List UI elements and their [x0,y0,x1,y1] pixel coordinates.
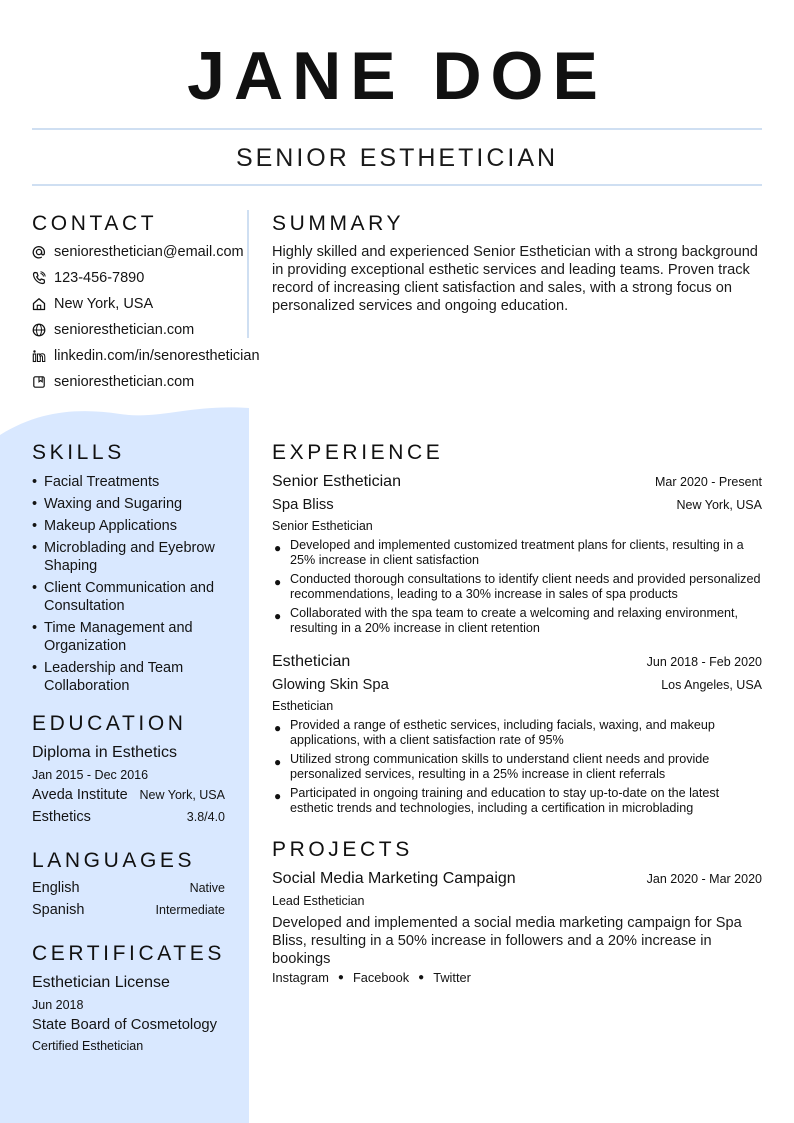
project-role: Lead Esthetician [272,894,365,908]
job-location: New York, USA [676,498,762,512]
contact-email-text: senioresthetician@email.com [54,244,244,260]
contact-portfolio-text: senioresthetician.com [54,374,195,390]
job-bullet: ● Conducted thorough consultations to identify client needs and provided personalized recommendations, leading to a 30% increase in sales of spa products [274,572,761,601]
projects-heading: PROJECTS [272,838,413,861]
bookmark-icon [32,375,46,389]
project-tags [272,970,471,985]
summary-text: Highly skilled and experienced Senior Esthetician with a strong background in providing exceptional esthetic services and leading teams. Proven track record of increasing client satisfaction and sales, with a strong focus on personalized services and ongoing education. [272,244,758,314]
contact-website-text: senioresthetician.com [54,322,195,338]
experience-heading: EXPERIENCE [272,441,444,464]
skill-item: • Time Management and Organization [32,620,193,654]
header-rule-bottom [32,184,762,186]
home-icon [32,297,46,311]
job-bullet: ● Provided a range of esthetic services, including facials, waxing, and makeup applications, with a client satisfaction rate of 95% [274,718,715,747]
language-name: Spanish [32,902,85,918]
certificate-date: Jun 2018 [32,998,84,1012]
column-divider [247,210,249,338]
job-bullet: ● Developed and implemented customized treatment plans for clients, resulting in a 25% increase in client satisfaction [274,538,744,567]
education-school-row [32,787,225,803]
contact-linkedin-text: linkedin.com/in/senoresthetician [54,348,260,364]
language-level: Intermediate [155,903,225,917]
job-company-row [272,497,762,513]
tag-separator: ● [337,972,344,983]
sidebar-wave [0,407,249,1123]
job-title: Esthetician [272,653,351,670]
job-bullet: ● Collaborated with the spa team to create a welcoming and relaxing environment, resulting in a 20% increase in client retention [274,606,739,635]
education-field-row [32,809,225,825]
project-title: Social Media Marketing Campaign [272,870,516,887]
skill-item: • Leadership and Team Collaboration [32,660,184,694]
globe-icon [32,323,46,337]
project-description: Developed and implemented a social media marketing campaign for Spa Bliss, resulting in a 50% increase in followers and a 20% increase in bookings [272,915,742,967]
skills-heading: SKILLS [32,441,125,464]
linkedin-icon [32,349,46,363]
skill-item: • Makeup Applications [32,518,177,534]
contact-heading: CONTACT [32,212,158,235]
certificate-issuer: State Board of Cosmetology [32,1017,218,1033]
job-bullet: ● Participated in ongoing training and education to stay up-to-date on the latest esthetic trends and technologies, including a certification in microblading [274,786,720,815]
skill-item: • Facial Treatments [32,474,160,490]
contact-portfolio[interactable] [32,372,194,392]
contact-location-text: New York, USA [54,296,154,312]
education-degree: Diploma in Esthetics [32,744,177,761]
education-field: Esthetics [32,809,91,825]
certificates-heading: CERTIFICATES [32,942,225,965]
job-company: Glowing Skin Spa [272,677,389,693]
header-rule-top [32,128,762,130]
contact-phone[interactable] [32,268,144,288]
education-gpa: 3.8/4.0 [186,810,225,824]
job-title-row [272,653,762,671]
contact-website[interactable] [32,320,194,340]
job-title: SENIOR ESTHETICIAN [235,144,559,172]
job-company: Spa Bliss [272,497,334,513]
contact-phone-text: 123-456-7890 [54,270,145,286]
job-title-row [272,473,762,491]
skill-item: • Microblading and Eyebrow Shaping [32,540,215,574]
skill-item: • Client Communication and Consultation [32,580,215,614]
project-tag: Twitter [433,970,471,985]
project-dates: Jan 2020 - Mar 2020 [646,872,762,886]
certificate-name: Esthetician License [32,974,170,991]
job-location: Los Angeles, USA [661,678,762,692]
education-school: Aveda Institute [32,787,128,803]
job-company-row [272,677,762,693]
job-role: Senior Esthetician [272,519,373,533]
project-tag: Facebook [352,970,410,985]
skill-item: • Waxing and Sugaring [32,496,183,512]
job-bullet: ● Utilized strong communication skills to understand client needs and provide personalized services, resulting in a 25% increase in client referrals [274,752,710,781]
job-dates: Mar 2020 - Present [655,475,762,489]
contact-email[interactable] [32,242,244,262]
languages-heading: LANGUAGES [32,849,196,872]
language-name: English [32,880,80,896]
education-dates: Jan 2015 - Dec 2016 [32,768,149,782]
language-row [32,880,225,896]
education-location: New York, USA [139,788,225,802]
contact-location [32,294,153,314]
candidate-name: JANE DOE [187,38,607,114]
contact-linkedin[interactable] [32,346,260,366]
project-tag: Instagram [272,970,329,985]
job-title: Senior Esthetician [272,473,401,490]
summary-heading: SUMMARY [272,212,405,235]
certificate-role: Certified Esthetician [32,1039,144,1053]
education-heading: EDUCATION [32,712,187,735]
project-title-row [272,870,762,888]
language-row [32,902,225,918]
phone-icon [32,271,46,285]
job-role: Esthetician [272,699,334,713]
at-icon [32,245,46,259]
tag-separator: ● [418,972,425,983]
job-dates: Jun 2018 - Feb 2020 [646,655,762,669]
language-level: Native [189,881,225,895]
